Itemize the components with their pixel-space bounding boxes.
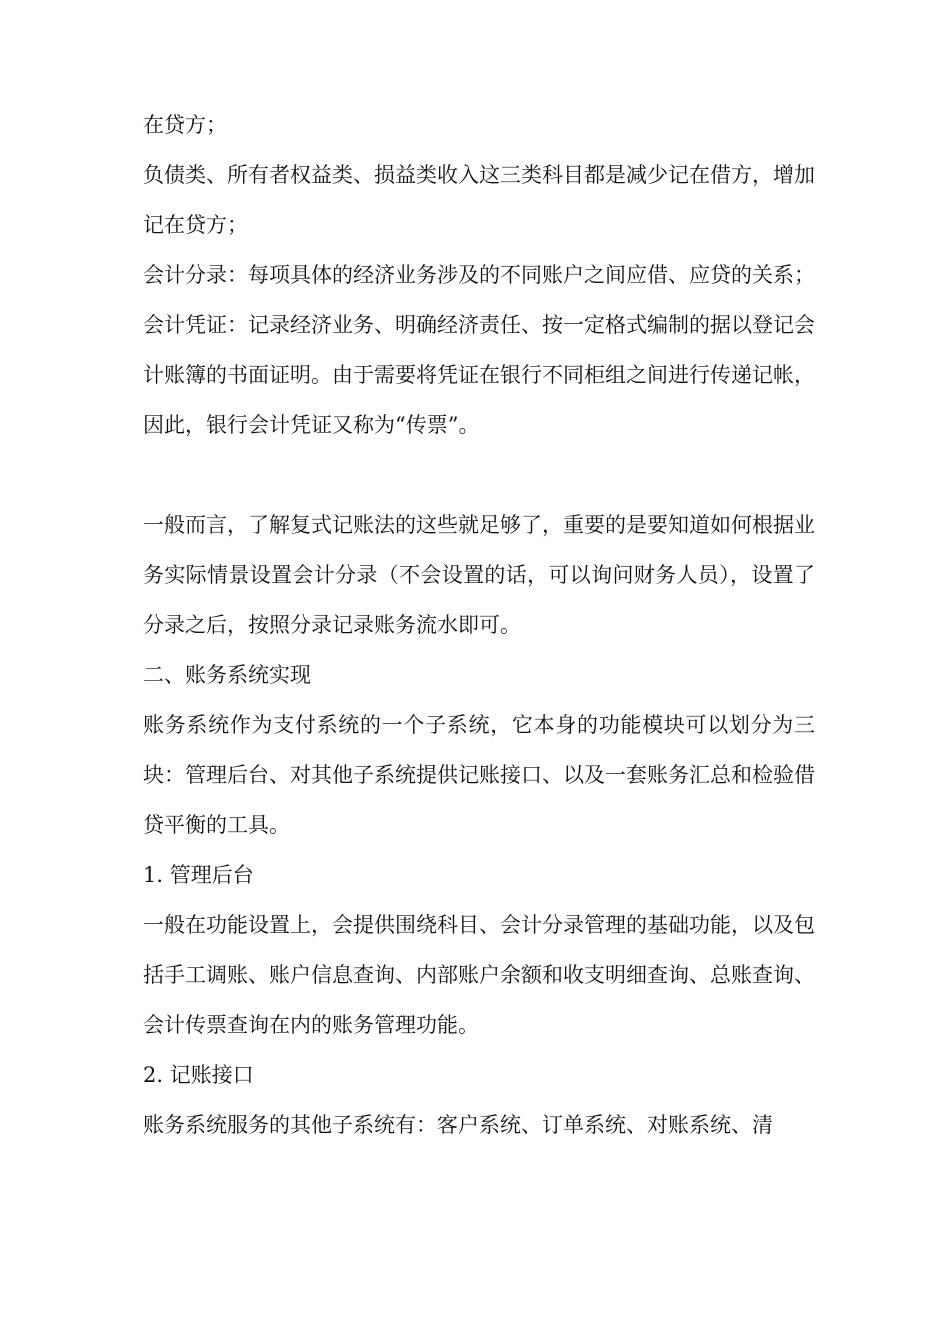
paragraph-gap xyxy=(143,450,815,500)
paragraph-credit-side: 在贷方； xyxy=(143,113,227,137)
paragraph-interface-subsystems: 账务系统服务的其他子系统有：客户系统、订单系统、对账系统、清 xyxy=(143,1113,773,1137)
paragraph-admin-functions: 一般在功能设置上，会提供围绕科目、会计分录管理的基础功能，以及包括手工调账、账户信息查询、内部账户余额和收支明细查询、总账查询、会计传票查询在内的账务管理功能。 xyxy=(143,913,815,1037)
subsection-heading-interface: 2. 记账接口 xyxy=(143,1063,254,1087)
subsection-heading-admin: 1. 管理后台 xyxy=(143,863,254,887)
paragraph-liability-rules: 负债类、所有者权益类、损益类收入这三类科目都是减少记在借方，增加记在贷方； xyxy=(143,163,815,237)
paragraph-accounting-entry: 会计分录：每项具体的经济业务涉及的不同账户之间应借、应贷的关系； xyxy=(143,263,815,287)
paragraph-system-modules: 账务系统作为支付系统的一个子系统，它本身的功能模块可以划分为三块：管理后台、对其他子系统提供记账接口、以及一套账务汇总和检验借贷平衡的工具。 xyxy=(143,713,815,837)
paragraph-accounting-voucher: 会计凭证：记录经济业务、明确经济责任、按一定格式编制的据以登记会计账簿的书面证明。由于需要将凭证在银行不同柜组之间进行传递记帐，因此，银行会计凭证又称为“传票”。 xyxy=(143,313,815,437)
section-heading-implementation: 二、账务系统实现 xyxy=(143,663,311,687)
document-body xyxy=(143,100,815,1150)
paragraph-double-entry-summary: 一般而言，了解复式记账法的这些就足够了，重要的是要知道如何根据业务实际情景设置会计分录（不会设置的话，可以询问财务人员），设置了分录之后，按照分录记录账务流水即可。 xyxy=(143,513,815,637)
